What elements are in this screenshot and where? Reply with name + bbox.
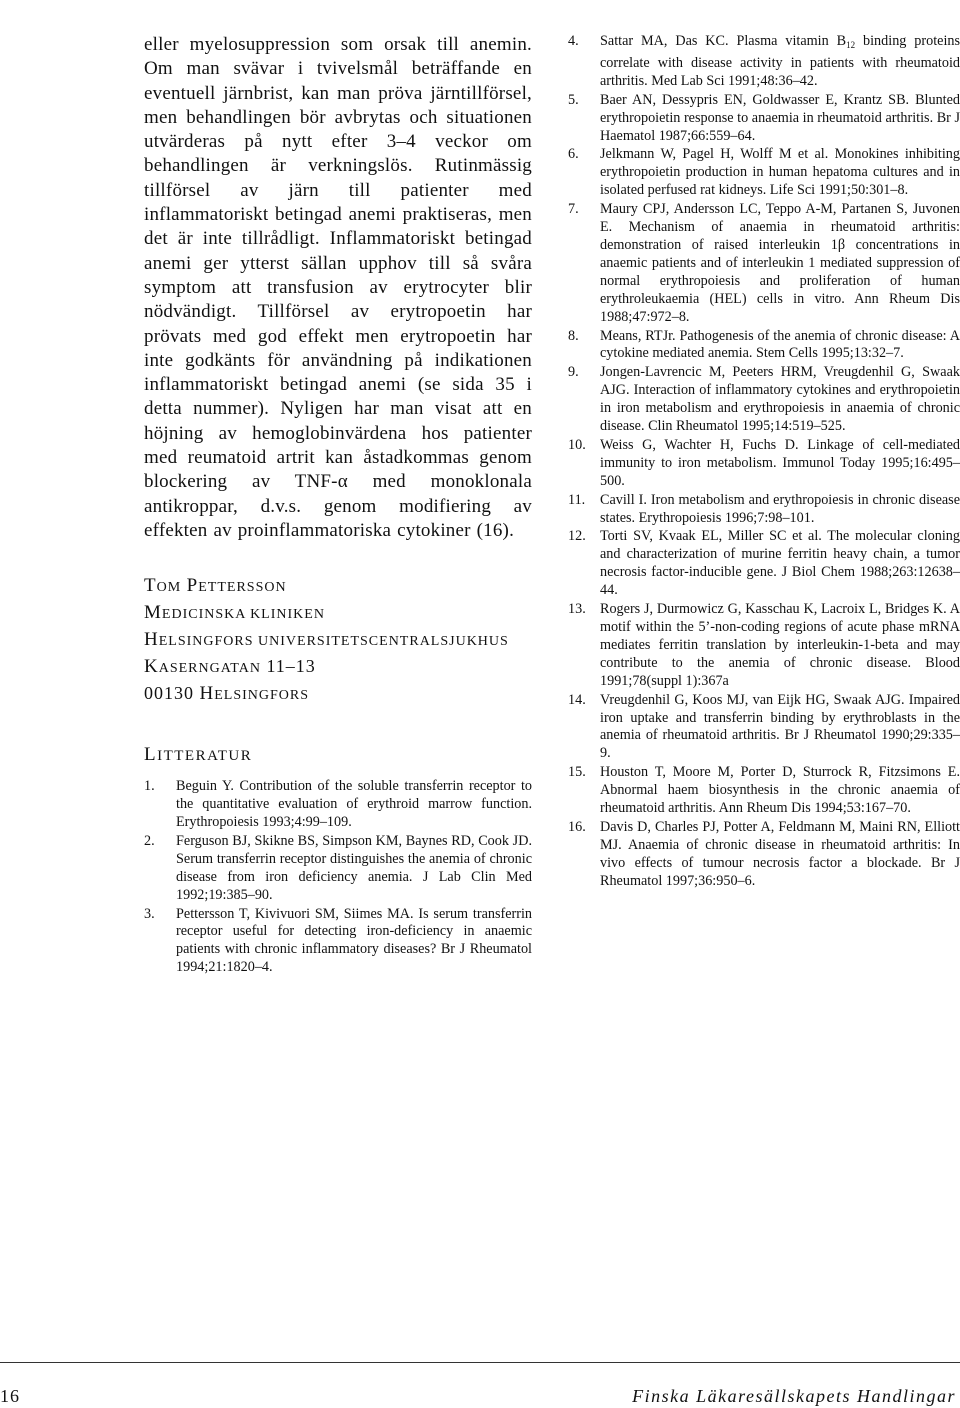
reference-item: 4. Sattar MA, Das KC. Plasma vitamin $B_{12}$ binding proteins correlate with disease activity in patients with rheumatoid arthritis. Med Lab Sci 1991;48:36–42. <box>568 33 960 89</box>
reference-text: Baer AN, Dessypris EN, Goldwasser E, Krantz SB. Blunted erythropoietin response to anaemia in rheumatoid arthritis. Br J Haematol 1987;66:559–64. <box>600 91 960 144</box>
reference-text: Vreugdenhil G, Koos MJ, van Eijk HG, Swaak AJG. Impaired iron uptake and transferrin binding by erythroblasts in the anemia of rheumatoid arthritis. Br J Rheumatol 1990;29:335–9. <box>600 691 960 762</box>
reference-item <box>568 764 960 818</box>
reference-number: 14. <box>568 691 586 708</box>
reference-number: 13. <box>568 601 586 618</box>
reference-text: Houston T, Moore M, Porter D, Sturrock R, Fitzsimons E. Abnormal haem biosynthesis in the chronic anaemia of rheumatoid arthritis. Ann Rheum Dis 1994;53:167–70. <box>600 764 960 817</box>
reference-item <box>568 492 960 528</box>
left-column <box>144 33 532 978</box>
reference-number: 10. <box>568 436 586 453</box>
reference-number: 6. <box>568 146 579 163</box>
reference-item <box>568 146 960 200</box>
reference-item <box>568 437 960 491</box>
references-heading: LITTERATUR <box>144 744 253 766</box>
reference-number: 16. <box>568 818 586 835</box>
author-hospital: HELSINGFORS UNIVERSITETSCENTRALSJUKHUS <box>144 629 509 651</box>
reference-number: 11. <box>568 491 586 508</box>
reference-item <box>144 833 532 905</box>
reference-number: 15. <box>568 764 586 781</box>
reference-item <box>568 819 960 891</box>
footer-divider <box>0 1362 960 1363</box>
author-address <box>144 573 532 708</box>
author-city: 00130 HELSINGFORS <box>144 683 310 705</box>
reference-text: Jelkmann W, Pagel H, Wolff M et al. Monokines inhibiting erythropoietin production in human hepatoma cultures and in isolated perfused rat kidneys. Life Sci 1991;50:301–8. <box>600 146 960 199</box>
reference-number: 3. <box>144 905 155 922</box>
reference-item <box>568 92 960 146</box>
right-column <box>568 33 960 892</box>
reference-text: Beguin Y. Contribution of the soluble transferrin receptor to the quantitative evaluation of erythroid marrow function. Erythropoiesis 1993;4:99–109. <box>176 778 532 831</box>
reference-list-left <box>144 778 532 977</box>
reference-number: 2. <box>144 832 155 849</box>
reference-item <box>568 528 960 600</box>
reference-item <box>144 778 532 832</box>
reference-number: 8. <box>568 327 579 344</box>
reference-item <box>568 201 960 326</box>
reference-text: Means, RTJr. Pathogenesis of the anemia of chronic disease: A cytokine mediated anemia. Stem Cells 1995;13:32–7. <box>600 327 960 362</box>
reference-number: 12. <box>568 528 586 545</box>
reference-text: Rogers J, Durmowicz G, Kasschau K, Lacroix L, Bridges K. A motif within the 5’-non-coding regions of acute phase mRNA mediates ferritin translation by interleukin-1-beta and may contribute to the anemia of chronic disease. Blood 1991;78(suppl 1):367a <box>600 601 960 689</box>
reference-item <box>568 692 960 764</box>
reference-number: 1. <box>144 778 155 795</box>
reference-item <box>144 906 532 978</box>
reference-text: Weiss G, Wachter H, Fuchs D. Linkage of cell-mediated immunity to iron metabolism. Immunol Today 1995;16:495–500. <box>600 436 960 489</box>
reference-number: 9. <box>568 364 579 381</box>
page-number: 16 <box>0 1386 20 1406</box>
reference-text: Maury CPJ, Andersson LC, Teppo A-M, Partanen S, Juvonen E. Mechanism of anaemia in rheumatoid arthritis: demonstration of raised interleukin 1β concentrations in anaemic patients and of interleukin 1 mediated suppression of normal erythropoiesis and proliferation of human erythroleukaemia (HEL) cells in vitro. Ann Rheum Dis 1988;47:972–8. <box>600 201 960 325</box>
author-street: KASERNGATAN 11–13 <box>144 656 316 678</box>
reference-number: 7. <box>568 201 579 218</box>
reference-item <box>568 601 960 691</box>
reference-item <box>568 328 960 364</box>
journal-title: Finska Läkaresällskapets Handlingar <box>632 1386 956 1406</box>
reference-list-right <box>568 33 960 891</box>
reference-text: Torti SV, Kvaak EL, Miller SC et al. The molecular cloning and characterization of murine ferritin heavy chain, a tumor necrosis factor-inducible gene. J Biol Chem 1988;263:12638–44. <box>600 528 960 599</box>
author-department: MEDICINSKA KLINIKEN <box>144 602 325 624</box>
reference-number: 5. <box>568 91 579 108</box>
reference-text: Jongen-Lavrencic M, Peeters HRM, Vreugdenhil G, Swaak AJG. Interaction of inflammatory cytokines and erythropoietin in iron metabolism and erythropoiesis in anaemia of chronic disease. Clin Rheumatol 1995;14:519–525. <box>600 364 960 435</box>
reference-text: Pettersson T, Kivivuori SM, Siimes MA. Is serum transferrin receptor useful for detecting iron-deficiency in anaemic patients with chronic inflammatory diseases? Br J Rheumatol 1994;21:1820–4. <box>176 905 532 976</box>
author-name: TOM PETTERSSON <box>144 575 287 597</box>
reference-text: Ferguson BJ, Skikne BS, Simpson KM, Baynes RD, Cook JD. Serum transferrin receptor distinguishes the anemia of chronic disease from iron deficiency anemia. J Lab Clin Med 1992;19:385–90. <box>176 832 532 903</box>
reference-text: Cavill I. Iron metabolism and erythropoiesis in chronic disease states. Erythropoiesis 1996;7:98–101. <box>600 491 960 526</box>
reference-item <box>568 364 960 436</box>
reference-text: Davis D, Charles PJ, Potter A, Feldmann M, Maini RN, Elliott MJ. Anaemia of chronic disease in rheumatoid arthritis: In vivo effects of tumour necrosis factor a blockade. Br J Rheumatol 1997;36:950–6. <box>600 818 960 889</box>
body-paragraph: eller myelosuppression som orsak till anemin. Om man svävar i tvivelsmål beträffande en eventuell järnbrist, kan man pröva järntillförsel, men behandlingen bör avbrytas och situationen utvärderas på nytt efter 3–4 veckor om behandlingen är verkningslös. Rutinmässig tillförsel av järn till patienter med inflammatoriskt betingad anemi praktiseras, men det är inte tillrådligt. Inflammatoriskt betingad anemi ger ytterst sällan upphov till så svåra symptom att transfusion av erytrocyter blir nödvändigt. Tillförsel av erytropoetin har prövats med god effekt men erytropoetin har inte godkänts för användning på indikationen inflammatoriskt betingad anemi (se sida 35 i detta nummer). Nyligen har man visat att en höjning av hemoglobinvärdena hos patienter med reumatoid artrit kan åstadkommas genom blockering av TNF-α med monoklonala antikroppar, d.v.s. genom modifiering av effekten av proinflammatoriska cytokiner (16). <box>144 34 532 541</box>
